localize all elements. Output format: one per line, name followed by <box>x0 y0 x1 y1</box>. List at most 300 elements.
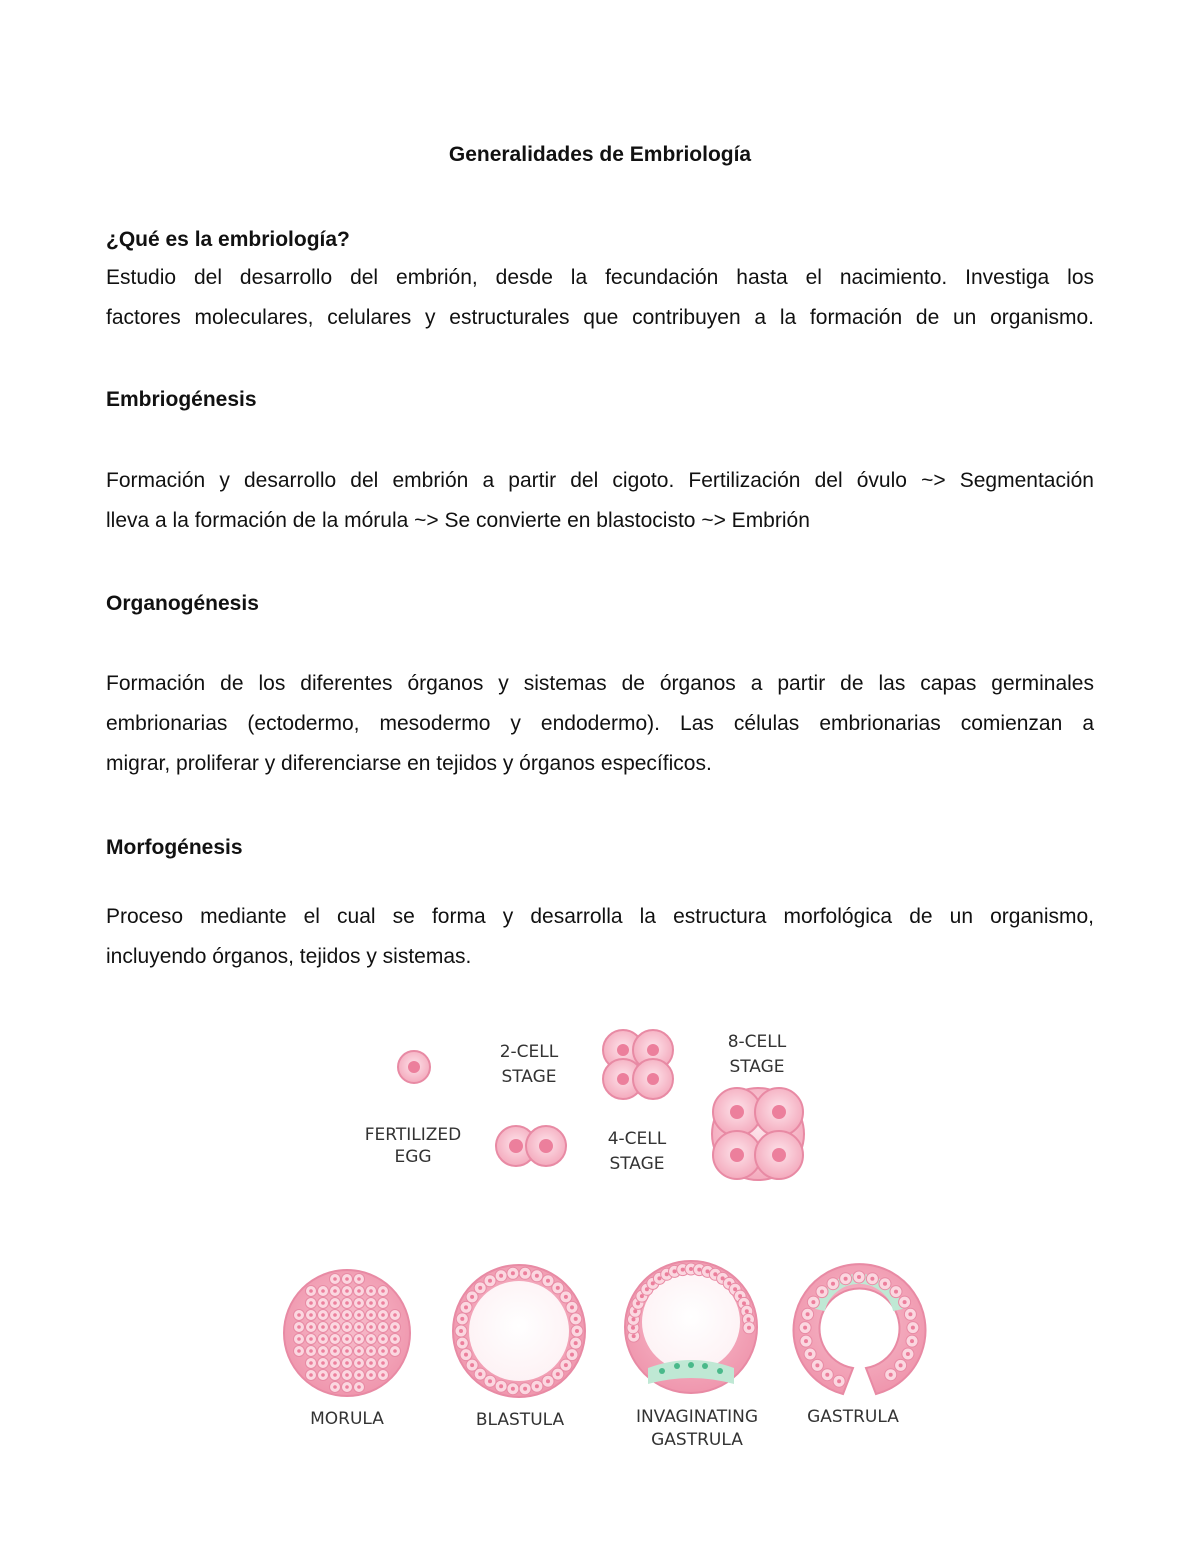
gastrula-cell-nucleus <box>803 1326 807 1330</box>
invaginating-cell-nucleus <box>640 1294 644 1298</box>
blastula-cell-nucleus <box>470 1295 474 1299</box>
invaginating-cell-nucleus <box>745 1309 749 1313</box>
blastula-cell-nucleus <box>488 1379 492 1383</box>
morula-cell-nucleus <box>321 1337 325 1341</box>
morula-cell-nucleus <box>321 1301 325 1305</box>
blastula-cell-nucleus <box>523 1271 527 1275</box>
blastula-cell <box>507 1383 519 1395</box>
gastrula-cell <box>833 1375 845 1387</box>
morula-cell <box>342 1274 353 1285</box>
invaginating-cell-nucleus <box>681 1268 685 1272</box>
text-line: lleva a la formación de la mórula ~> Se convierte en blastocisto ~> Embrión <box>106 509 810 532</box>
invaginating-cell-nucleus <box>747 1326 751 1330</box>
invaginating-cell-nucleus <box>742 1301 746 1305</box>
morula-cell <box>366 1310 377 1321</box>
morula-cell <box>294 1322 305 1333</box>
blastula-cell-nucleus <box>523 1387 527 1391</box>
invaginating-cell-nucleus <box>747 1317 751 1321</box>
blastula-cell <box>519 1267 531 1279</box>
invaginating-cell <box>669 1265 681 1277</box>
invaginating-cell-nucleus <box>631 1326 635 1330</box>
morula-cell <box>330 1370 341 1381</box>
blastula-cell-nucleus <box>459 1329 463 1333</box>
blastula-cell <box>566 1301 578 1313</box>
invaginating-cell <box>641 1283 653 1295</box>
gastrula-cell <box>802 1308 814 1320</box>
morula-cell <box>330 1358 341 1369</box>
blastula-cell-nucleus <box>574 1317 578 1321</box>
morula-cell <box>354 1346 365 1357</box>
invaginating-cell <box>632 1297 644 1309</box>
invaginating-cell <box>743 1322 755 1334</box>
blastula-cell-nucleus <box>511 1271 515 1275</box>
blastula-cell-nucleus <box>478 1286 482 1290</box>
blastula-cell <box>460 1349 472 1361</box>
heading-que-es: ¿Qué es la embriología? <box>106 228 350 251</box>
text-line: Formación y desarrollo del embrión a partir del cigoto. Fertilización del óvulo ~> Segmentación <box>106 469 1094 492</box>
invaginating-cell <box>653 1272 665 1284</box>
label-morula: MORULA <box>310 1409 384 1429</box>
gastrula-cell-nucleus <box>911 1326 915 1330</box>
morula-cell-nucleus <box>357 1325 361 1329</box>
morula-cell <box>366 1346 377 1357</box>
blastula-cell-nucleus <box>499 1384 503 1388</box>
morula-cell <box>342 1334 353 1345</box>
invaginating-cell <box>738 1297 750 1309</box>
morula-cell-nucleus <box>345 1385 349 1389</box>
invaginating-cell-nucleus <box>738 1294 742 1298</box>
morula-cell <box>378 1298 389 1309</box>
morula-cell-nucleus <box>309 1349 313 1353</box>
morula-cell-nucleus <box>333 1385 337 1389</box>
morula-cell-nucleus <box>333 1289 337 1293</box>
invaginating-cell <box>627 1322 639 1334</box>
invaginating-cell <box>741 1305 753 1317</box>
label-4-cell-line1: 4-CELL <box>607 1129 667 1149</box>
blastula-cell <box>495 1270 507 1282</box>
gastrula-cell-nucleus <box>825 1373 829 1377</box>
blastula-cell <box>560 1291 572 1303</box>
label-invaginating-line1: INVAGINATING <box>635 1407 759 1427</box>
morula-cell-nucleus <box>309 1289 313 1293</box>
blastula-cell-nucleus <box>556 1286 560 1290</box>
blastula-cell-nucleus <box>478 1372 482 1376</box>
fertilized-egg-icon <box>398 1051 430 1083</box>
text-line: migrar, proliferar y diferenciarse en tejidos y órganos específicos. <box>106 752 712 775</box>
morula-cell-nucleus <box>309 1301 313 1305</box>
morula-cell <box>306 1286 317 1297</box>
morula-cell <box>390 1334 401 1345</box>
morula-cell <box>390 1322 401 1333</box>
label-8-cell-line1: 8-CELL <box>727 1032 787 1052</box>
morula-cell <box>318 1322 329 1333</box>
morula-cell-nucleus <box>309 1361 313 1365</box>
morula-cell <box>294 1310 305 1321</box>
gastrula-cell-nucleus <box>806 1312 810 1316</box>
invaginating-cell-nucleus <box>721 1276 725 1280</box>
gastrula-cell <box>811 1359 823 1371</box>
morula-cell <box>330 1322 341 1333</box>
morula-cell-nucleus <box>369 1301 373 1305</box>
morula-cell <box>366 1334 377 1345</box>
gastrula-cell <box>804 1348 816 1360</box>
blastula-cell-nucleus <box>564 1363 568 1367</box>
morula-cell-nucleus <box>357 1361 361 1365</box>
invaginating-cell-nucleus <box>673 1269 677 1273</box>
blastula-cell-nucleus <box>460 1317 464 1321</box>
morula-cell-nucleus <box>345 1277 349 1281</box>
blastula-cell-nucleus <box>574 1341 578 1345</box>
blastula-cell-nucleus <box>546 1379 550 1383</box>
gastrula-cell-nucleus <box>820 1290 824 1294</box>
text-line: factores moleculares, celulares y estructurales que contribuyen a la formación de un organismo. <box>106 306 1094 329</box>
morula-cell-nucleus <box>357 1373 361 1377</box>
text-line: Estudio del desarrollo del embrión, desde la fecundación hasta el nacimiento. Investiga los <box>106 266 1094 289</box>
gastrula-cell <box>840 1273 852 1285</box>
text-line: embrionarias (ectodermo, mesodermo y endodermo). Las células embrionarias comienzan a <box>106 712 1094 735</box>
gastrula-cell <box>853 1271 865 1283</box>
gastrula-cell-nucleus <box>811 1300 815 1304</box>
blastula-cell <box>460 1301 472 1313</box>
morula-cell <box>366 1358 377 1369</box>
invaginating-cell-nucleus <box>651 1281 655 1285</box>
blastula-cell <box>507 1267 519 1279</box>
gastrula-cell <box>800 1335 812 1347</box>
blastula-cell-nucleus <box>570 1353 574 1357</box>
gastrula-cell <box>907 1322 919 1334</box>
blastula-cell <box>570 1337 582 1349</box>
morula-cell <box>354 1370 365 1381</box>
blastula-cell <box>456 1337 468 1349</box>
two-cell-stage-icon <box>496 1126 566 1166</box>
gastrula-cell-nucleus <box>844 1277 848 1281</box>
morula-cell-nucleus <box>321 1349 325 1353</box>
morula-cell <box>318 1346 329 1357</box>
gastrula-cell-nucleus <box>831 1282 835 1286</box>
morula-cell-nucleus <box>309 1337 313 1341</box>
gastrula-cell-nucleus <box>870 1277 874 1281</box>
morula-cell-nucleus <box>333 1313 337 1317</box>
heading-organogenesis: Organogénesis <box>106 592 259 615</box>
morula-cell-nucleus <box>369 1313 373 1317</box>
blastula-cell <box>552 1368 564 1380</box>
morula-cell-nucleus <box>357 1385 361 1389</box>
blastula-cell <box>542 1275 554 1287</box>
blastula-cell-nucleus <box>535 1274 539 1278</box>
morula-cell-nucleus <box>381 1373 385 1377</box>
morula-cell-nucleus <box>345 1313 349 1317</box>
gastrula-cell-nucleus <box>889 1373 893 1377</box>
invaginating-cell-nucleus <box>706 1269 710 1273</box>
label-2-cell-line1: 2-CELL <box>499 1042 559 1062</box>
label-fertilized-line1: FERTILIZED <box>364 1125 462 1145</box>
morula-cell-nucleus <box>333 1337 337 1341</box>
morula-cell-nucleus <box>309 1373 313 1377</box>
invaginating-cell <box>629 1305 641 1317</box>
invaginating-cell <box>685 1263 697 1275</box>
morula-cell-nucleus <box>297 1349 301 1353</box>
invaginating-cell <box>729 1283 741 1295</box>
blastula-cell <box>570 1313 582 1325</box>
heading-morfogenesis: Morfogénesis <box>106 836 243 859</box>
invaginating-cell-nucleus <box>632 1317 636 1321</box>
invaginating-cell <box>647 1277 659 1289</box>
morula-cell <box>306 1346 317 1357</box>
morula-cell-nucleus <box>369 1361 373 1365</box>
gastrula-cell <box>879 1278 891 1290</box>
blastula-cell-nucleus <box>575 1329 579 1333</box>
blastula-cell <box>474 1282 486 1294</box>
morula-cell <box>318 1370 329 1381</box>
blastula-cell <box>571 1325 583 1337</box>
morula-cell-nucleus <box>297 1313 301 1317</box>
morula-cell <box>306 1310 317 1321</box>
gastrula-cell <box>885 1369 897 1381</box>
morula-cell-nucleus <box>357 1349 361 1353</box>
morula-cell-nucleus <box>381 1289 385 1293</box>
label-invaginating-line2: GASTRULA <box>651 1430 743 1450</box>
blastula-cell <box>560 1359 572 1371</box>
morula-cell-nucleus <box>333 1301 337 1305</box>
morula-cell <box>354 1322 365 1333</box>
morula-cell <box>378 1334 389 1345</box>
morula-cell-nucleus <box>369 1373 373 1377</box>
morula-cell <box>378 1346 389 1357</box>
morula-cell <box>330 1286 341 1297</box>
morula-cell-nucleus <box>333 1277 337 1281</box>
blastula-cell <box>531 1270 543 1282</box>
invaginating-cell-nucleus <box>733 1287 737 1291</box>
invaginating-gastrula-icon <box>625 1261 757 1393</box>
morula-cell-nucleus <box>381 1349 385 1353</box>
morula-cell-nucleus <box>369 1325 373 1329</box>
morula-cell-nucleus <box>333 1325 337 1329</box>
morula-cell <box>318 1310 329 1321</box>
morula-cell <box>342 1370 353 1381</box>
gastrula-cell-nucleus <box>883 1282 887 1286</box>
morula-cell <box>330 1274 341 1285</box>
blastula-cell-nucleus <box>488 1279 492 1283</box>
morula-cell <box>330 1346 341 1357</box>
blastula-cell <box>466 1291 478 1303</box>
invaginating-cell-nucleus <box>657 1276 661 1280</box>
blastula-icon <box>453 1265 585 1397</box>
invaginating-cell-nucleus <box>713 1272 717 1276</box>
morula-cell-nucleus <box>393 1313 397 1317</box>
morula-cell-nucleus <box>381 1313 385 1317</box>
label-fertilized-line2: EGG <box>394 1147 432 1167</box>
paragraph-organogenesis <box>106 664 1094 784</box>
gastrula-cell <box>906 1335 918 1347</box>
morula-cell <box>378 1358 389 1369</box>
invaginating-cell-nucleus <box>727 1281 731 1285</box>
invaginating-cell <box>717 1272 729 1284</box>
gastrula-cell <box>821 1369 833 1381</box>
morula-cell-nucleus <box>321 1289 325 1293</box>
morula-cell <box>342 1322 353 1333</box>
morula-cell-nucleus <box>345 1301 349 1305</box>
invaginating-cell <box>661 1268 673 1280</box>
morula-cell <box>330 1334 341 1345</box>
invaginating-cell-nucleus <box>633 1309 637 1313</box>
gastrula-cell <box>899 1296 911 1308</box>
morula-cell-nucleus <box>345 1349 349 1353</box>
gastrula-icon <box>794 1264 926 1394</box>
morula-cell-nucleus <box>357 1289 361 1293</box>
blastula-cell <box>552 1282 564 1294</box>
invaginating-cell-nucleus <box>665 1272 669 1276</box>
invaginating-cell <box>702 1265 714 1277</box>
invaginating-cell <box>693 1264 705 1276</box>
gastrula-cell-nucleus <box>894 1290 898 1294</box>
morula-cell <box>354 1358 365 1369</box>
morula-cell <box>294 1346 305 1357</box>
morula-icon <box>284 1270 410 1396</box>
morula-cell-nucleus <box>381 1361 385 1365</box>
gastrula-cell-nucleus <box>804 1339 808 1343</box>
morula-cell <box>318 1334 329 1345</box>
morula-cell-nucleus <box>357 1313 361 1317</box>
morula-cell <box>306 1322 317 1333</box>
blastula-cell-nucleus <box>535 1384 539 1388</box>
blastula-cell-nucleus <box>570 1305 574 1309</box>
morula-cell <box>354 1334 365 1345</box>
gastrula-cell <box>890 1286 902 1298</box>
morula-cell <box>354 1382 365 1393</box>
blastula-cell <box>466 1359 478 1371</box>
invaginating-cell <box>636 1290 648 1302</box>
gastrula-cell <box>902 1348 914 1360</box>
invaginating-cell-nucleus <box>636 1301 640 1305</box>
morula-cell <box>306 1358 317 1369</box>
gastrula-cell-nucleus <box>910 1339 914 1343</box>
blastula-cell-nucleus <box>470 1363 474 1367</box>
label-gastrula: GASTRULA <box>807 1407 899 1427</box>
morula-cell-nucleus <box>333 1349 337 1353</box>
morula-cell-nucleus <box>381 1301 385 1305</box>
gastrula-cell <box>807 1296 819 1308</box>
morula-cell <box>378 1322 389 1333</box>
morula-cell-nucleus <box>369 1289 373 1293</box>
morula-cell-nucleus <box>333 1361 337 1365</box>
morula-cell <box>354 1298 365 1309</box>
morula-cell <box>366 1286 377 1297</box>
morula-cell-nucleus <box>321 1325 325 1329</box>
morula-cell-nucleus <box>321 1361 325 1365</box>
blastula-cell-nucleus <box>460 1341 464 1345</box>
morula-cell <box>390 1346 401 1357</box>
gastrula-cell-nucleus <box>903 1300 907 1304</box>
morula-cell-nucleus <box>381 1325 385 1329</box>
invaginating-cell <box>709 1268 721 1280</box>
blastula-cell-nucleus <box>546 1279 550 1283</box>
text-line: Formación de los diferentes órganos y sistemas de órganos a partir de las capas germinales <box>106 672 1094 695</box>
morula-cell <box>306 1370 317 1381</box>
blastula-cell <box>484 1375 496 1387</box>
gastrula-cell <box>799 1322 811 1334</box>
morula-cell-nucleus <box>381 1337 385 1341</box>
morula-cell <box>330 1310 341 1321</box>
text-line: incluyendo órganos, tejidos y sistemas. <box>106 945 472 968</box>
gastrula-cell <box>816 1286 828 1298</box>
morula-cell-nucleus <box>321 1313 325 1317</box>
morula-cell-nucleus <box>333 1373 337 1377</box>
invaginating-cell-nucleus <box>689 1267 693 1271</box>
blastula-cell-nucleus <box>499 1274 503 1278</box>
morula-cell <box>342 1346 353 1357</box>
blastula-cell-nucleus <box>564 1295 568 1299</box>
morula-cell <box>318 1298 329 1309</box>
gastrula-cell-nucleus <box>837 1379 841 1383</box>
morula-cell-nucleus <box>345 1373 349 1377</box>
invaginating-cell <box>734 1290 746 1302</box>
gastrula-cell-nucleus <box>857 1275 861 1279</box>
morula-cell <box>330 1382 341 1393</box>
morula-cell-nucleus <box>345 1325 349 1329</box>
blastula-cell <box>474 1368 486 1380</box>
morula-cell <box>342 1298 353 1309</box>
morula-cell <box>342 1358 353 1369</box>
morula-cell-nucleus <box>393 1349 397 1353</box>
blastula-cell-nucleus <box>464 1353 468 1357</box>
gastrula-cell <box>904 1308 916 1320</box>
invaginating-cell-nucleus <box>632 1334 636 1338</box>
morula-cell <box>342 1382 353 1393</box>
morula-cell <box>318 1358 329 1369</box>
blastula-cell <box>484 1275 496 1287</box>
morula-cell <box>390 1310 401 1321</box>
blastula-cell <box>495 1380 507 1392</box>
morula-cell <box>342 1310 353 1321</box>
heading-embriogenesis: Embriogénesis <box>106 388 257 411</box>
invaginating-cell <box>628 1330 640 1342</box>
invaginating-cell <box>723 1277 735 1289</box>
label-2-cell-line2: STAGE <box>501 1067 557 1087</box>
morula-cell <box>318 1286 329 1297</box>
morula-cell <box>378 1370 389 1381</box>
blastula-cell <box>455 1325 467 1337</box>
gastrula-cell-nucleus <box>808 1352 812 1356</box>
blastula-cell-nucleus <box>556 1372 560 1376</box>
blastula-cell <box>566 1349 578 1361</box>
gastrula-cell-nucleus <box>815 1363 819 1367</box>
label-8-cell-line2: STAGE <box>729 1057 785 1077</box>
paragraph-embriogenesis <box>106 461 1094 541</box>
morula-cell-nucleus <box>345 1289 349 1293</box>
gastrula-cell <box>895 1359 907 1371</box>
morula-cell-nucleus <box>369 1337 373 1341</box>
gastrula-cell-nucleus <box>908 1312 912 1316</box>
gastrula-cell-nucleus <box>906 1352 910 1356</box>
text-line: Proceso mediante el cual se forma y desarrolla la estructura morfológica de un organismo, <box>106 905 1094 928</box>
label-blastula: BLASTULA <box>475 1410 565 1430</box>
morula-cell-nucleus <box>393 1337 397 1341</box>
morula-cell <box>330 1298 341 1309</box>
morula-cell-nucleus <box>297 1337 301 1341</box>
morula-cell <box>366 1298 377 1309</box>
morula-cell <box>306 1298 317 1309</box>
invaginating-cell-nucleus <box>697 1268 701 1272</box>
invaginating-cell-nucleus <box>645 1287 649 1291</box>
morula-cell <box>342 1286 353 1297</box>
invaginating-cell <box>743 1313 755 1325</box>
invaginating-cell <box>677 1264 689 1276</box>
morula-cell-nucleus <box>357 1277 361 1281</box>
blastula-cell-nucleus <box>511 1387 515 1391</box>
morula-cell-nucleus <box>393 1325 397 1329</box>
paragraph-que-es <box>106 258 1094 338</box>
morula-cell-nucleus <box>357 1337 361 1341</box>
